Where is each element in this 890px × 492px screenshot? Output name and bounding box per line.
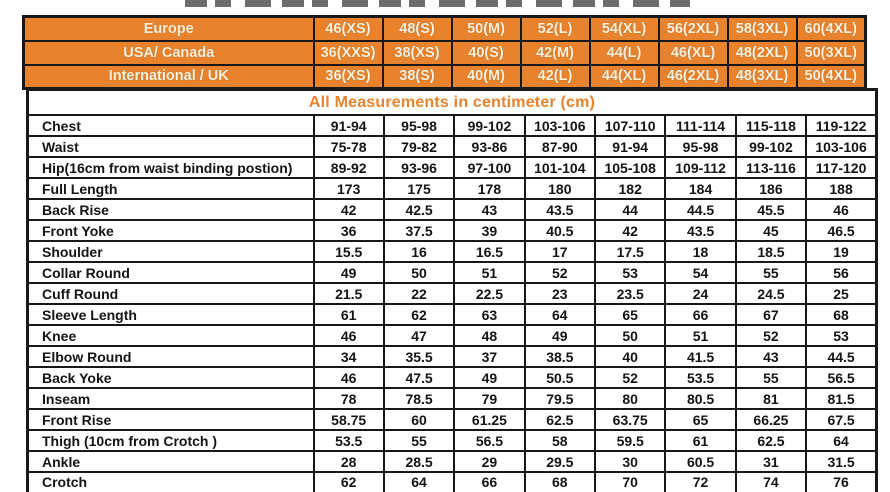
measurement-value-cell: 43	[454, 199, 524, 220]
measurement-value-cell: 105-108	[595, 157, 665, 178]
measurement-value-cell: 40.5	[525, 220, 595, 241]
measurement-value-cell: 72	[665, 472, 735, 492]
measurement-value-cell: 25	[806, 283, 876, 304]
table-row	[28, 430, 877, 451]
measurement-value-cell: 40	[595, 346, 665, 367]
measurement-value-cell: 60	[384, 409, 454, 430]
table-row	[28, 472, 877, 492]
measurement-value-cell: 18	[665, 241, 735, 262]
table-row	[28, 115, 877, 136]
measurement-value-cell: 113-116	[736, 157, 806, 178]
measurement-label: Chest	[28, 115, 314, 136]
measurement-value-cell: 186	[736, 178, 806, 199]
size-cell: 46(XL)	[659, 41, 728, 65]
measurement-value-cell: 115-118	[736, 115, 806, 136]
measurement-value-cell: 56.5	[806, 367, 876, 388]
measurement-label: Crotch	[28, 472, 314, 492]
size-cell: 48(2XL)	[728, 41, 797, 65]
measurement-label: Front Rise	[28, 409, 314, 430]
table-row	[28, 157, 877, 178]
measurement-value-cell: 28	[314, 451, 384, 472]
measurement-value-cell: 93-96	[384, 157, 454, 178]
measurement-value-cell: 39	[454, 220, 524, 241]
table-row	[28, 136, 877, 157]
measurement-value-cell: 31.5	[806, 451, 876, 472]
measurement-value-cell: 60.5	[665, 451, 735, 472]
measurement-value-cell: 30	[595, 451, 665, 472]
measurement-value-cell: 18.5	[736, 241, 806, 262]
measurement-value-cell: 46	[314, 367, 384, 388]
measurement-value-cell: 65	[595, 304, 665, 325]
measurement-value-cell: 66.25	[736, 409, 806, 430]
measurement-value-cell: 41.5	[665, 346, 735, 367]
measurement-value-cell: 44.5	[665, 199, 735, 220]
measurement-value-cell: 80	[595, 388, 665, 409]
measurement-value-cell: 95-98	[665, 136, 735, 157]
measurement-value-cell: 45	[736, 220, 806, 241]
measurement-value-cell: 80.5	[665, 388, 735, 409]
table-row	[28, 451, 877, 472]
table-row	[28, 346, 877, 367]
measurement-label: Inseam	[28, 388, 314, 409]
measurement-value-cell: 76	[806, 472, 876, 492]
measurement-value-cell: 29.5	[525, 451, 595, 472]
size-cell: 50(M)	[452, 17, 521, 41]
measurement-value-cell: 79-82	[384, 136, 454, 157]
measurement-value-cell: 42	[314, 199, 384, 220]
measurement-value-cell: 103-106	[525, 115, 595, 136]
measurement-value-cell: 64	[525, 304, 595, 325]
measurement-value-cell: 78.5	[384, 388, 454, 409]
measurement-value-cell: 54	[665, 262, 735, 283]
measurement-value-cell: 52	[736, 325, 806, 346]
measurement-label: Hip(16cm from waist binding postion)	[28, 157, 314, 178]
size-systems-rows	[24, 17, 866, 89]
size-system-row	[24, 65, 866, 89]
measurement-label: Front Yoke	[28, 220, 314, 241]
size-system-label: Europe	[24, 17, 314, 41]
measurement-label: Back Rise	[28, 199, 314, 220]
measurement-value-cell: 81	[736, 388, 806, 409]
measurement-value-cell: 87-90	[525, 136, 595, 157]
measurement-value-cell: 23	[525, 283, 595, 304]
size-cell: 56(2XL)	[659, 17, 728, 41]
measurement-value-cell: 49	[525, 325, 595, 346]
measurement-value-cell: 29	[454, 451, 524, 472]
measurement-value-cell: 93-86	[454, 136, 524, 157]
size-cell: 42(L)	[521, 65, 590, 89]
table-row	[28, 199, 877, 220]
measurement-value-cell: 34	[314, 346, 384, 367]
measurement-label: Ankle	[28, 451, 314, 472]
measurement-value-cell: 35.5	[384, 346, 454, 367]
measurement-value-cell: 74	[736, 472, 806, 492]
table-row	[28, 388, 877, 409]
measurement-label: Knee	[28, 325, 314, 346]
size-cell: 52(L)	[521, 17, 590, 41]
size-cell: 44(L)	[590, 41, 659, 65]
size-cell: 38(XS)	[383, 41, 452, 65]
measurement-value-cell: 17	[525, 241, 595, 262]
measurement-value-cell: 81.5	[806, 388, 876, 409]
size-cell: 40(S)	[452, 41, 521, 65]
measurement-value-cell: 188	[806, 178, 876, 199]
measurement-label: Thigh (10cm from Crotch )	[28, 430, 314, 451]
size-cell: 36(XXS)	[314, 41, 383, 65]
measurement-value-cell: 24.5	[736, 283, 806, 304]
clipped-title-remnant	[185, 0, 690, 7]
measurement-value-cell: 97-100	[454, 157, 524, 178]
measurement-value-cell: 78	[314, 388, 384, 409]
measurements-rows	[28, 90, 877, 492]
measurement-value-cell: 53.5	[665, 367, 735, 388]
measurement-value-cell: 109-112	[665, 157, 735, 178]
measurement-value-cell: 59.5	[595, 430, 665, 451]
measurement-value-cell: 52	[525, 262, 595, 283]
measurement-label: Shoulder	[28, 241, 314, 262]
measurement-value-cell: 173	[314, 178, 384, 199]
table-row	[28, 178, 877, 199]
measurement-label: Cuff Round	[28, 283, 314, 304]
measurement-value-cell: 51	[665, 325, 735, 346]
measurement-value-cell: 52	[595, 367, 665, 388]
size-cell: 48(S)	[383, 17, 452, 41]
measurement-value-cell: 63.75	[595, 409, 665, 430]
size-cell: 38(S)	[383, 65, 452, 89]
measurement-label: Sleeve Length	[28, 304, 314, 325]
measurement-value-cell: 103-106	[806, 136, 876, 157]
measurement-value-cell: 28.5	[384, 451, 454, 472]
measurement-value-cell: 175	[384, 178, 454, 199]
measurement-value-cell: 44	[595, 199, 665, 220]
measurement-value-cell: 16.5	[454, 241, 524, 262]
measurement-value-cell: 53	[806, 325, 876, 346]
measurement-value-cell: 95-98	[384, 115, 454, 136]
measurement-value-cell: 46	[806, 199, 876, 220]
size-cell: 46(XS)	[314, 17, 383, 41]
measurement-value-cell: 23.5	[595, 283, 665, 304]
measurement-value-cell: 37	[454, 346, 524, 367]
measurement-value-cell: 42.5	[384, 199, 454, 220]
measurement-value-cell: 101-104	[525, 157, 595, 178]
measurement-value-cell: 15.5	[314, 241, 384, 262]
table-row	[28, 325, 877, 346]
measurement-value-cell: 65	[665, 409, 735, 430]
measurement-value-cell: 53.5	[314, 430, 384, 451]
measurement-value-cell: 55	[736, 262, 806, 283]
measurement-value-cell: 68	[525, 472, 595, 492]
measurement-value-cell: 16	[384, 241, 454, 262]
size-cell: 54(XL)	[590, 17, 659, 41]
size-cell: 58(3XL)	[728, 17, 797, 41]
measurement-value-cell: 50	[384, 262, 454, 283]
size-system-label: USA/ Canada	[24, 41, 314, 65]
measurement-value-cell: 45.5	[736, 199, 806, 220]
measurement-value-cell: 50	[595, 325, 665, 346]
measurement-value-cell: 56	[806, 262, 876, 283]
measurement-value-cell: 70	[595, 472, 665, 492]
measurement-value-cell: 22.5	[454, 283, 524, 304]
measurement-value-cell: 17.5	[595, 241, 665, 262]
measurement-value-cell: 63	[454, 304, 524, 325]
measurement-value-cell: 43	[736, 346, 806, 367]
size-cell: 50(4XL)	[797, 65, 866, 89]
table-row	[28, 241, 877, 262]
measurement-value-cell: 61	[314, 304, 384, 325]
measurement-value-cell: 47.5	[384, 367, 454, 388]
table-row	[28, 367, 877, 388]
measurement-value-cell: 91-94	[595, 136, 665, 157]
size-cell: 46(2XL)	[659, 65, 728, 89]
measurement-value-cell: 66	[454, 472, 524, 492]
measurement-value-cell: 64	[806, 430, 876, 451]
measurement-value-cell: 67	[736, 304, 806, 325]
measurement-value-cell: 119-122	[806, 115, 876, 136]
measurement-value-cell: 67.5	[806, 409, 876, 430]
measurements-unit-note: All Measurements in centimeter (cm)	[28, 90, 877, 116]
measurement-value-cell: 53	[595, 262, 665, 283]
measurement-label: Elbow Round	[28, 346, 314, 367]
measurement-value-cell: 68	[806, 304, 876, 325]
measurement-value-cell: 55	[736, 367, 806, 388]
size-cell: 60(4XL)	[797, 17, 866, 41]
measurement-value-cell: 43.5	[525, 199, 595, 220]
measurement-value-cell: 37.5	[384, 220, 454, 241]
measurement-value-cell: 79	[454, 388, 524, 409]
measurement-value-cell: 99-102	[454, 115, 524, 136]
table-row	[28, 262, 877, 283]
measurement-label: Full Length	[28, 178, 314, 199]
measurement-value-cell: 107-110	[595, 115, 665, 136]
table-row	[28, 409, 877, 430]
measurement-value-cell: 180	[525, 178, 595, 199]
measurement-value-cell: 49	[454, 367, 524, 388]
size-systems-table	[22, 15, 867, 90]
table-row	[28, 283, 877, 304]
measurement-value-cell: 46	[314, 325, 384, 346]
measurement-value-cell: 178	[454, 178, 524, 199]
measurement-value-cell: 58	[525, 430, 595, 451]
measurement-value-cell: 111-114	[665, 115, 735, 136]
size-cell: 48(3XL)	[728, 65, 797, 89]
measurement-value-cell: 19	[806, 241, 876, 262]
measurement-value-cell: 38.5	[525, 346, 595, 367]
measurement-value-cell: 62	[314, 472, 384, 492]
measurement-value-cell: 44.5	[806, 346, 876, 367]
table-row	[28, 220, 877, 241]
measurement-value-cell: 89-92	[314, 157, 384, 178]
measurement-value-cell: 91-94	[314, 115, 384, 136]
measurement-value-cell: 24	[665, 283, 735, 304]
measurement-value-cell: 184	[665, 178, 735, 199]
measurement-value-cell: 49	[314, 262, 384, 283]
measurement-value-cell: 31	[736, 451, 806, 472]
measurement-value-cell: 61	[665, 430, 735, 451]
measurements-table	[26, 88, 878, 492]
measurement-label: Collar Round	[28, 262, 314, 283]
measurement-value-cell: 36	[314, 220, 384, 241]
measurement-value-cell: 61.25	[454, 409, 524, 430]
size-cell: 36(XS)	[314, 65, 383, 89]
measurement-value-cell: 66	[665, 304, 735, 325]
size-system-label: International / UK	[24, 65, 314, 89]
size-cell: 44(XL)	[590, 65, 659, 89]
measurement-value-cell: 50.5	[525, 367, 595, 388]
measurement-value-cell: 79.5	[525, 388, 595, 409]
size-cell: 40(M)	[452, 65, 521, 89]
measurement-label: Waist	[28, 136, 314, 157]
measurement-value-cell: 99-102	[736, 136, 806, 157]
size-cell: 42(M)	[521, 41, 590, 65]
size-system-row	[24, 17, 866, 41]
measurement-value-cell: 62	[384, 304, 454, 325]
measurement-value-cell: 64	[384, 472, 454, 492]
measurement-value-cell: 42	[595, 220, 665, 241]
measurement-value-cell: 75-78	[314, 136, 384, 157]
measurement-value-cell: 117-120	[806, 157, 876, 178]
measurement-value-cell: 62.5	[736, 430, 806, 451]
measurement-label: Back Yoke	[28, 367, 314, 388]
measurement-value-cell: 58.75	[314, 409, 384, 430]
measurement-value-cell: 56.5	[454, 430, 524, 451]
measurement-value-cell: 22	[384, 283, 454, 304]
table-row	[28, 304, 877, 325]
measurement-value-cell: 47	[384, 325, 454, 346]
size-cell: 50(3XL)	[797, 41, 866, 65]
measurement-value-cell: 55	[384, 430, 454, 451]
measurement-value-cell: 21.5	[314, 283, 384, 304]
measurement-value-cell: 46.5	[806, 220, 876, 241]
measurement-value-cell: 51	[454, 262, 524, 283]
size-system-row	[24, 41, 866, 65]
unit-note-row	[28, 90, 877, 116]
measurement-value-cell: 43.5	[665, 220, 735, 241]
measurement-value-cell: 48	[454, 325, 524, 346]
measurement-value-cell: 182	[595, 178, 665, 199]
measurement-value-cell: 62.5	[525, 409, 595, 430]
